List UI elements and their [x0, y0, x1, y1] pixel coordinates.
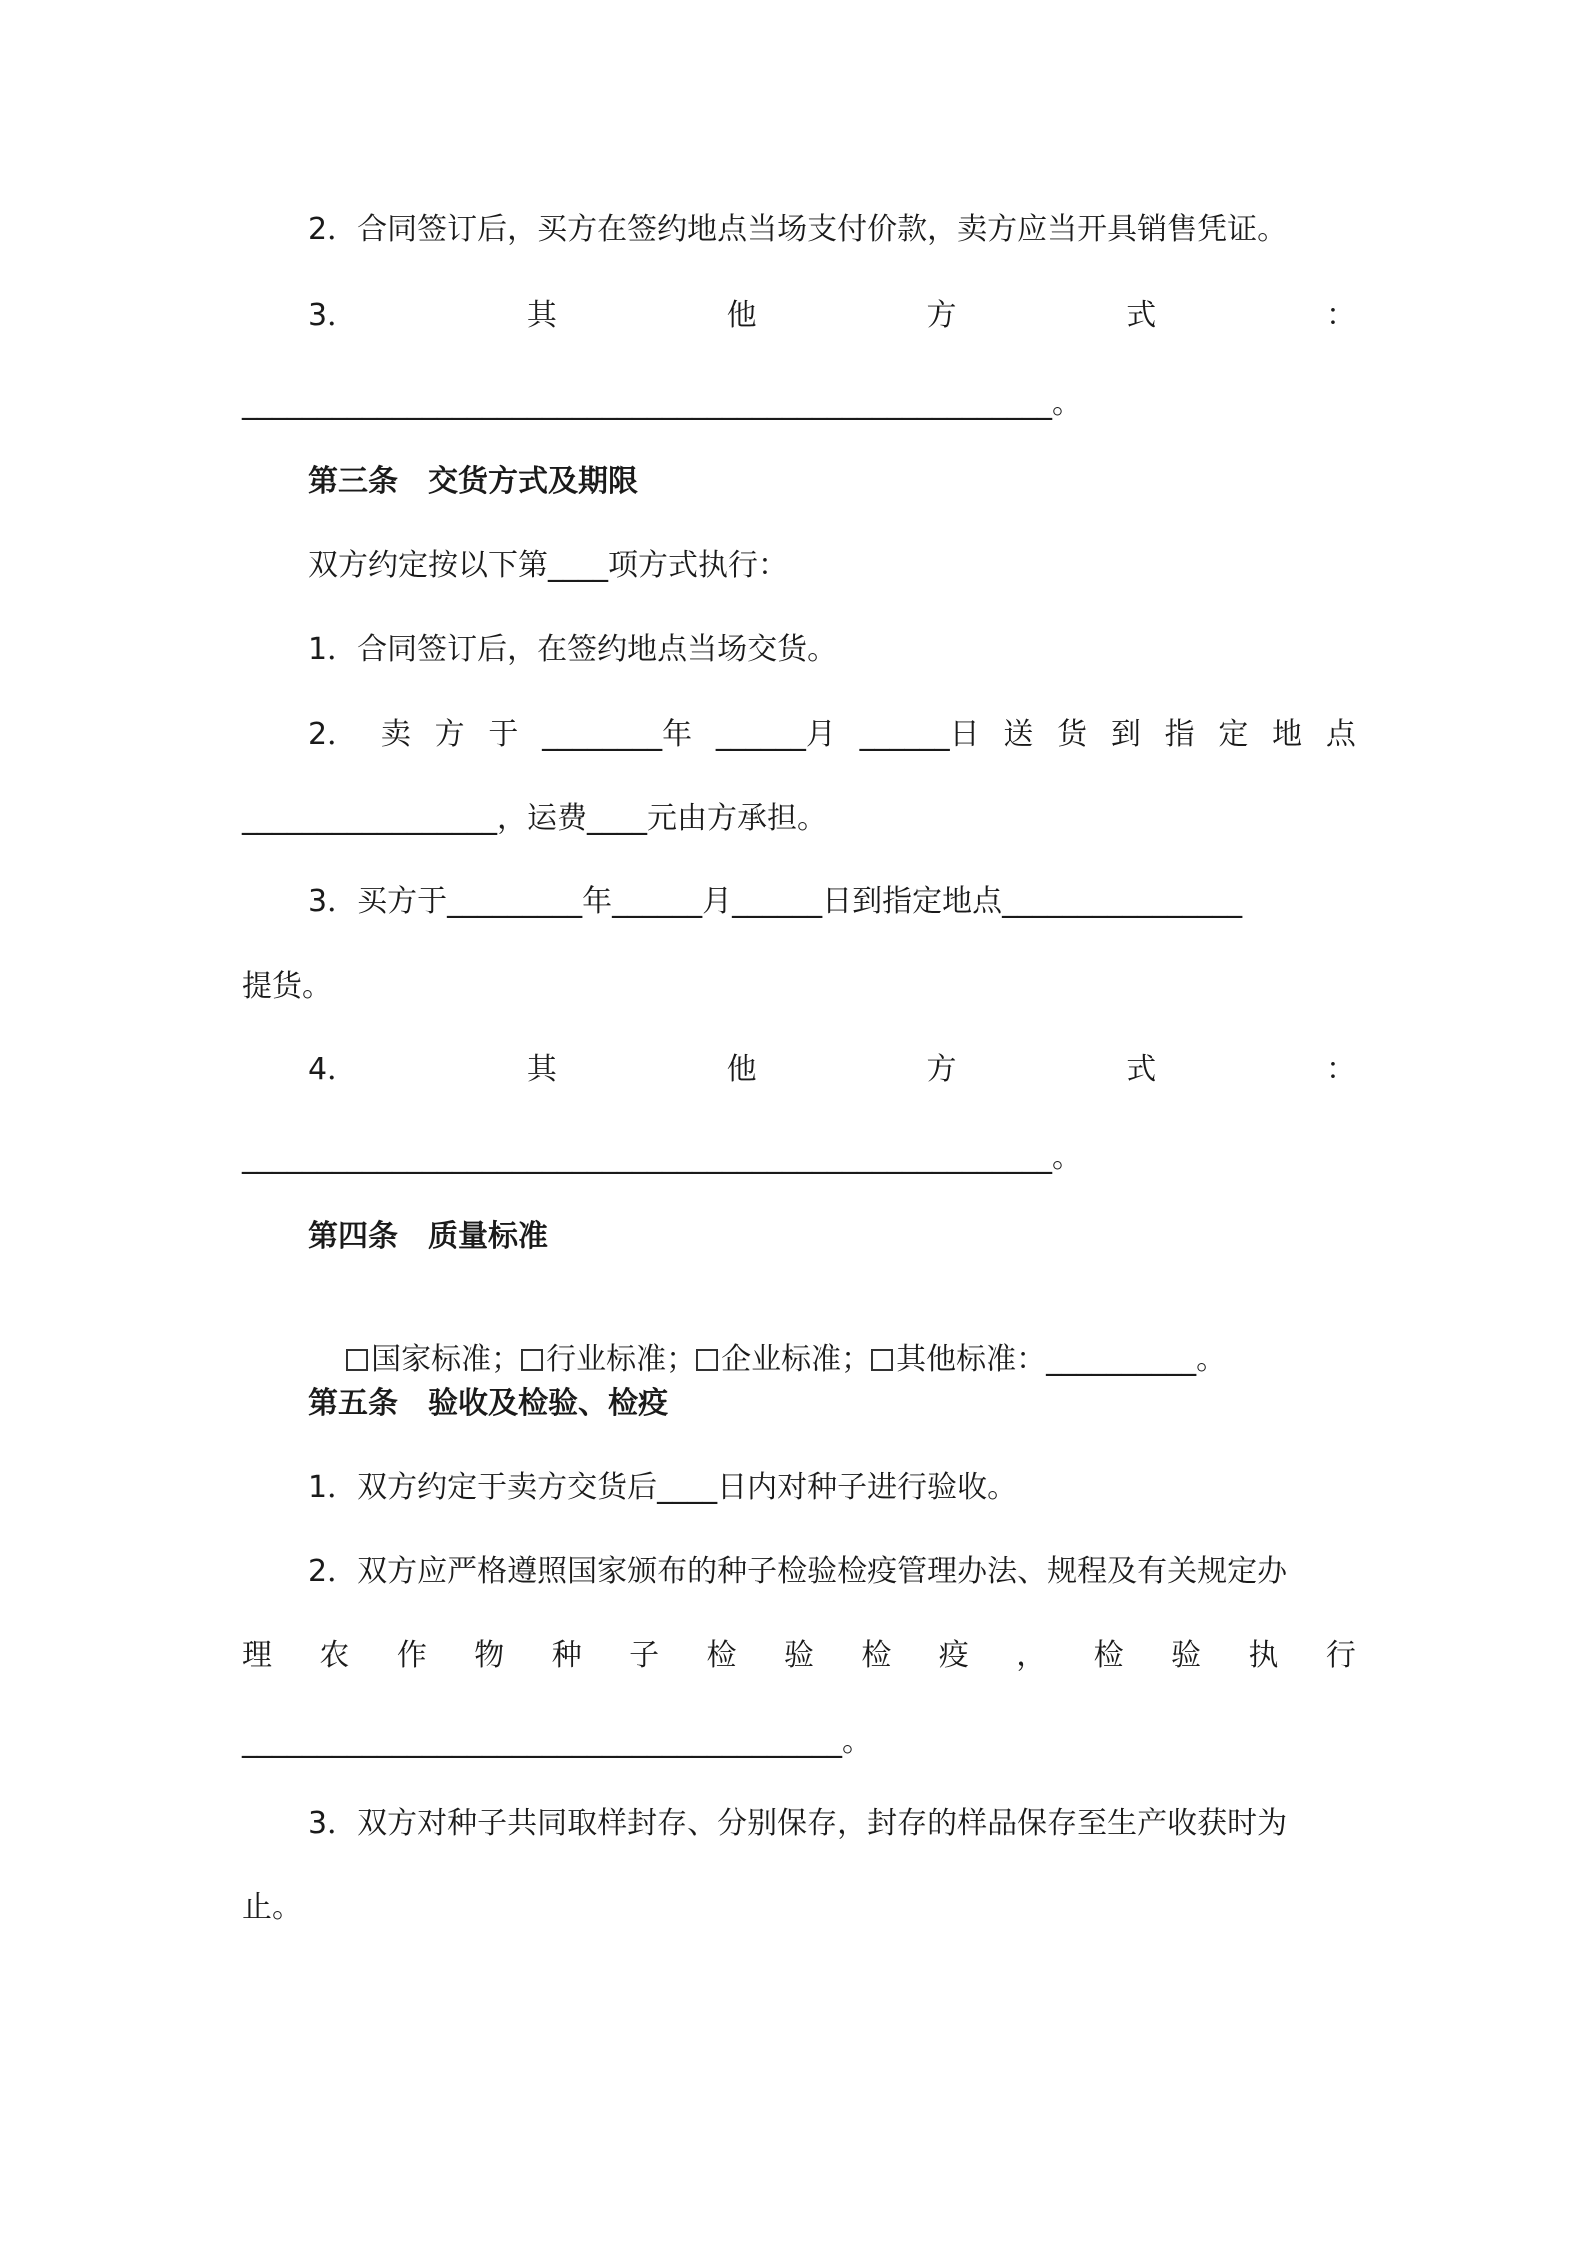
payment-clause-3-other: 3． 其 他 方 式 ： — [308, 298, 1356, 333]
delivery-other-blank: ______________________________________________________。 — [242, 1140, 1082, 1175]
article-5-heading: 第五条 验收及检验、检疫 — [308, 1386, 668, 1421]
enterprise-standard-checkbox[interactable] — [696, 1349, 718, 1371]
payment-clause-2: 2．合同签订后，买方在签约地点当场支付价款，卖方应当开具销售凭证。 — [308, 212, 1288, 247]
quality-standard-options: 国家标准； 行业标准； 企业标准； 其他标准：__________。 — [242, 1300, 1422, 1420]
inspection-standard-blank: ________________________________________。 — [242, 1724, 872, 1759]
delivery-clause-2-cont: _________________，运费____元由方承担。 — [242, 801, 827, 836]
inspection-clause-2: 2．双方应严格遵照国家颁布的种子检验检疫管理办法、规程及有关规定办 — [308, 1554, 1288, 1589]
delivery-clause-3-cont: 提货。 — [242, 969, 332, 1004]
delivery-clause-2: 2． 卖 方 于 ________年 ______月 ______日 送 货 到 指 定 地 点 — [308, 717, 1356, 752]
article-3-heading: 第三条 交货方式及期限 — [308, 464, 638, 499]
delivery-clause-4-other: 4． 其 他 方 式 ： — [308, 1052, 1356, 1087]
inspection-clause-2-cont: 理 农 作 物 种 子 检 验 检 疫 ， 检 验 执 行 — [242, 1638, 1356, 1673]
delivery-method-choice: 双方约定按以下第____项方式执行： — [308, 548, 788, 583]
inspection-clause-1: 1．双方约定于卖方交货后____日内对种子进行验收。 — [308, 1470, 1018, 1505]
inspection-clause-3: 3．双方对种子共同取样封存、分别保存，封存的样品保存至生产收获时为 — [308, 1806, 1288, 1841]
other-standard-checkbox[interactable] — [871, 1349, 893, 1371]
article-4-heading: 第四条 质量标准 — [308, 1219, 548, 1254]
delivery-clause-1: 1．合同签订后，在签约地点当场交货。 — [308, 632, 838, 667]
delivery-clause-3: 3．买方于_________年______月______日到指定地点________________ — [308, 884, 1243, 919]
industry-standard-checkbox[interactable] — [521, 1349, 543, 1371]
national-standard-checkbox[interactable] — [346, 1349, 368, 1371]
payment-other-blank: ______________________________________________________。 — [242, 386, 1082, 421]
inspection-clause-3-cont: 止。 — [242, 1890, 302, 1925]
